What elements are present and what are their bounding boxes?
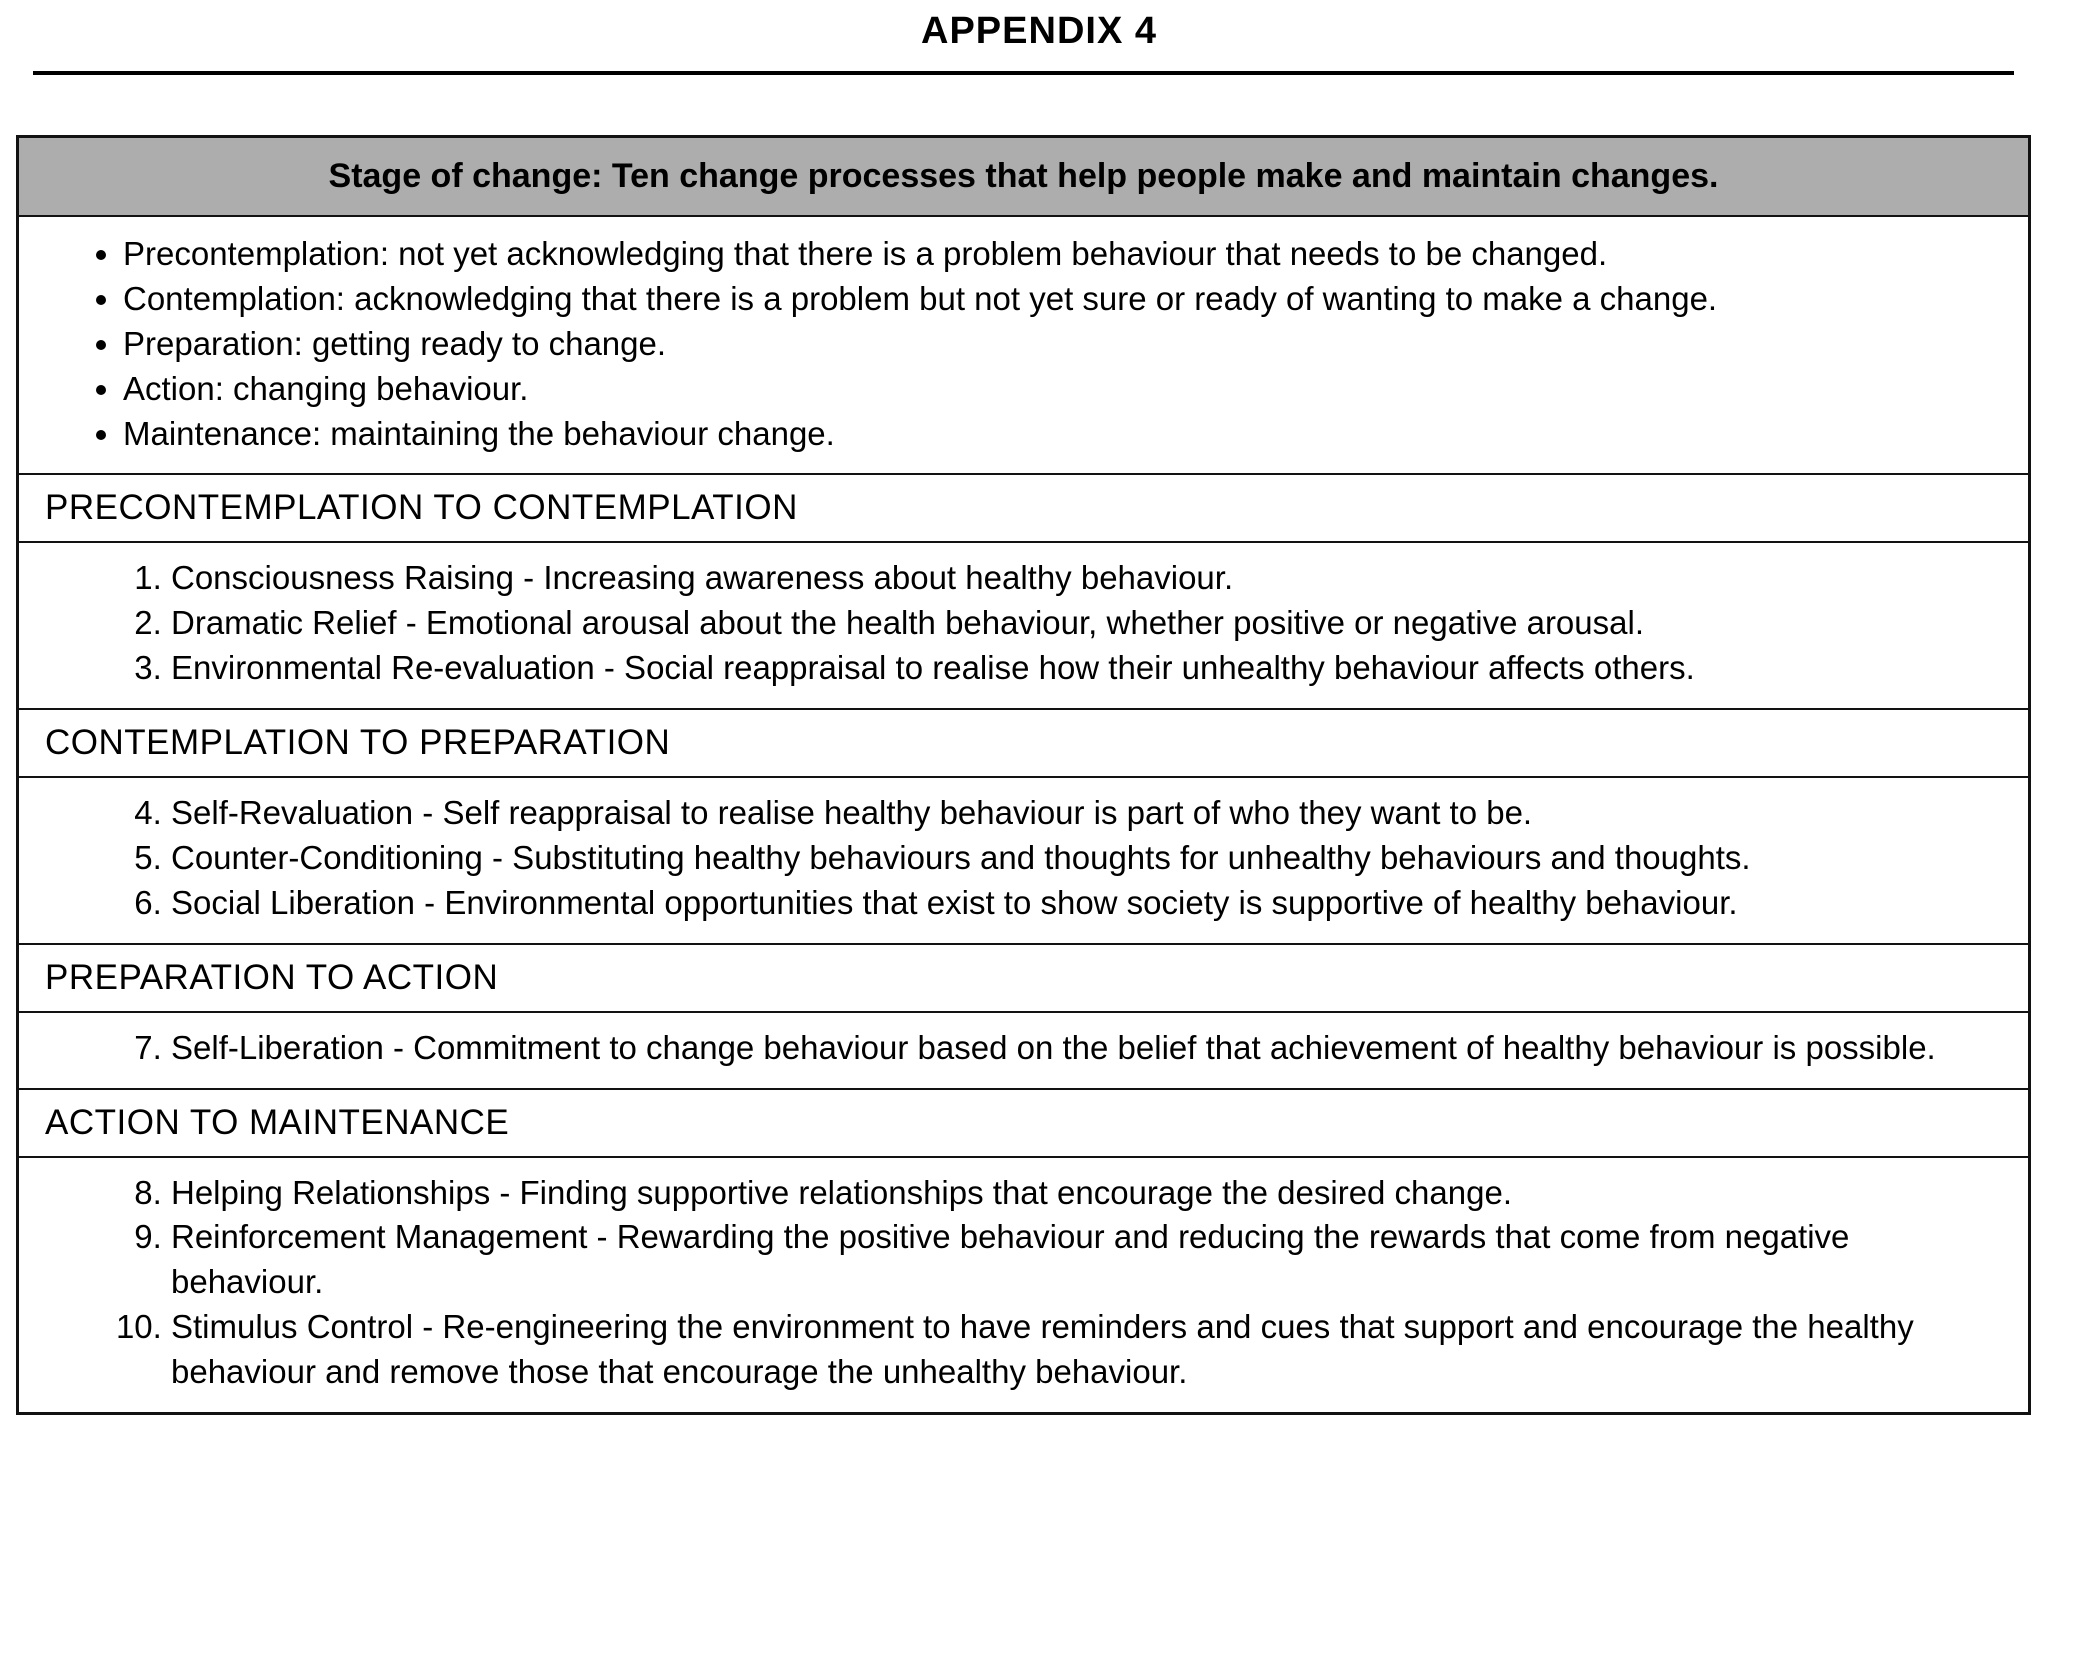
table-title-bar: Stage of change: Ten change processes that help people make and maintain changes. xyxy=(19,138,2028,215)
section-items-precontemplation-to-contemplation xyxy=(19,541,2028,708)
process-item-helping-relationships: 8. Helping Relationships - Finding supportive relationships that encourage the desired change. xyxy=(171,1171,2004,1216)
stage-item-contemplation: • Contemplation: acknowledging that there is a problem but not yet sure or ready of wanting to make a change. xyxy=(123,277,2004,322)
process-item-dramatic-relief: 2. Dramatic Relief - Emotional arousal about the health behaviour, whether positive or negative arousal. xyxy=(171,601,2004,646)
process-item-environmental-re-evaluation: 3. Environmental Re-evaluation - Social reappraisal to realise how their unhealthy behaviour affects others. xyxy=(171,646,2004,691)
process-list-4 xyxy=(19,1171,2004,1395)
process-item-social-liberation: 6. Social Liberation - Environmental opportunities that exist to show society is supportive of healthy behaviour. xyxy=(171,881,2004,926)
stage-item-action: • Action: changing behaviour. xyxy=(123,367,2004,412)
process-item-self-liberation: 7. Self-Liberation - Commitment to change behaviour based on the belief that achievement of healthy behaviour is possible. xyxy=(171,1026,2004,1071)
process-item-self-revaluation: 4. Self-Revaluation - Self reappraisal to realise healthy behaviour is part of who they want to be. xyxy=(171,791,2004,836)
process-item-counter-conditioning: 5. Counter-Conditioning - Substituting healthy behaviours and thoughts for unhealthy behaviours and thoughts. xyxy=(171,836,2004,881)
section-header-contemplation-to-preparation: CONTEMPLATION TO PREPARATION xyxy=(19,708,2028,776)
stage-definitions-list xyxy=(19,232,2004,456)
process-item-stimulus-control: 10. Stimulus Control - Re-engineering the environment to have reminders and cues that support and encourage the healthy behaviour and remove those that encourage the unhealthy behaviour. xyxy=(171,1305,2004,1395)
section-items-contemplation-to-preparation xyxy=(19,776,2028,943)
section-header-action-to-maintenance: ACTION TO MAINTENANCE xyxy=(19,1088,2028,1156)
section-items-preparation-to-action xyxy=(19,1011,2028,1088)
process-item-reinforcement-management: 9. Reinforcement Management - Rewarding the positive behaviour and reducing the rewards that come from negative behaviour. xyxy=(171,1215,2004,1305)
stage-of-change-table xyxy=(16,135,2031,1415)
page-title: APPENDIX 4 xyxy=(921,10,1157,52)
process-list-2 xyxy=(19,791,2004,926)
section-items-action-to-maintenance xyxy=(19,1156,2028,1412)
section-header-precontemplation-to-contemplation: PRECONTEMPLATION TO CONTEMPLATION xyxy=(19,473,2028,541)
stage-item-maintenance: • Maintenance: maintaining the behaviour change. xyxy=(123,412,2004,457)
process-item-consciousness-raising: 1. Consciousness Raising - Increasing awareness about healthy behaviour. xyxy=(171,556,2004,601)
stage-definitions-row xyxy=(19,215,2028,473)
process-list-1 xyxy=(19,556,2004,691)
process-list-3 xyxy=(19,1026,2004,1071)
stage-item-preparation: • Preparation: getting ready to change. xyxy=(123,322,2004,367)
title-divider xyxy=(33,71,2014,75)
stage-item-precontemplation: • Precontemplation: not yet acknowledging that there is a problem behaviour that needs to be changed. xyxy=(123,232,2004,277)
section-header-preparation-to-action: PREPARATION TO ACTION xyxy=(19,943,2028,1011)
